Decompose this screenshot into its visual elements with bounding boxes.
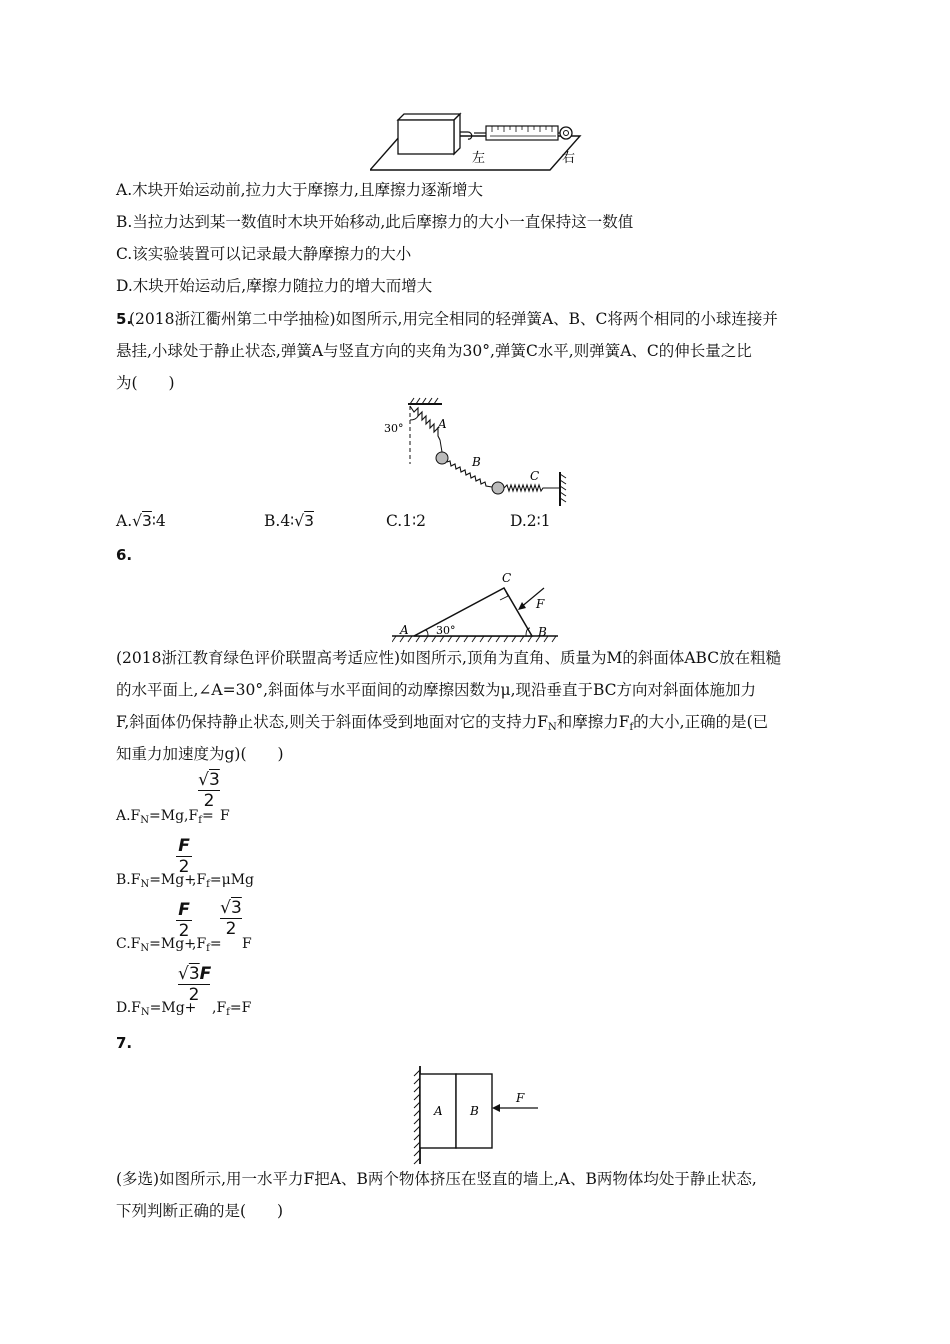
q5-option-b: B.4∶√3 — [264, 512, 314, 530]
q6-option-c: $C.F_N=Mg+$ — [116, 936, 196, 954]
fig5-b-label: B — [472, 455, 481, 469]
fig7-b-label: B — [470, 1104, 479, 1118]
q5-stem-line-3: 为( ) — [116, 374, 175, 392]
q5-number: 5. — [116, 310, 133, 328]
q6-option-a-fraction: $\frac{√3}{2}$ — [198, 770, 220, 811]
q6-option-d-tail: $,F_f=F$ — [212, 1000, 252, 1018]
q4-option-c: C.该实验装置可以记录最大静摩擦力的大小 — [116, 245, 412, 263]
fig1-left-label: 左 — [472, 151, 486, 166]
q6-option-d: $D.F_N=Mg+$ — [116, 1000, 197, 1018]
q4-option-d: D.木块开始运动后,摩擦力随拉力的增大而增大 — [116, 277, 433, 295]
q4-option-b: B.当拉力达到某一数值时木块开始移动,此后摩擦力的大小一直保持这一数值 — [116, 213, 634, 231]
fig7-a-label: A — [434, 1104, 443, 1118]
q6-stem-line-3: F,斜面体仍保持静止状态,则关于斜面体受到地面对它的支持力$F_N$和摩擦力$F_f$的大小,正确的是(已 — [116, 713, 769, 733]
q7-stem-line-2: 下列判断正确的是( ) — [116, 1202, 284, 1220]
q6-option-b-tail: $,F_f=\mu Mg$ — [192, 872, 255, 890]
fig6-c-label: C — [502, 571, 512, 585]
q6-option-a: $A.F_N=Mg,F_f=$ — [116, 808, 214, 826]
incline-figure — [392, 568, 562, 644]
q6-option-c-tail: F — [242, 936, 252, 952]
fig6-f-label: F — [536, 597, 545, 611]
q5-option-d: D.2∶1 — [510, 512, 551, 530]
fig1-right-label: 右 — [562, 151, 576, 166]
q6-number: 6. — [116, 546, 133, 564]
q6-option-a-tail: F — [220, 808, 230, 824]
q6-option-b-fraction: $\frac{F}{2}$ — [176, 836, 192, 877]
fig6-a-label: A — [400, 623, 409, 637]
fig6-angle-label: 30° — [436, 624, 456, 637]
q7-stem-line-1: (多选)如图所示,用一水平力F把A、B两个物体挤压在竖直的墙上,A、B两物体均处于静止状态, — [116, 1170, 757, 1188]
springs-figure — [380, 394, 580, 510]
q6-option-c-mid: $,F_f=$ — [192, 936, 222, 954]
q5-stem-line-1: (2018浙江衢州第二中学抽检)如图所示,用完全相同的轻弹簧A、B、C将两个相同的小球连接并 — [129, 310, 778, 328]
q6-option-b: $B.F_N=Mg+$ — [116, 872, 196, 890]
q6-stem-line-1: (2018浙江教育绿色评价联盟高考适应性)如图所示,顶角为直角、质量为M的斜面体ABC放在粗糙 — [116, 649, 782, 667]
q6-stem-line-2: 的水平面上,∠A=30°,斜面体与水平面间的动摩擦因数为μ,现沿垂直于BC方向对斜面体施加力 — [116, 681, 757, 699]
q5-option-c: C.1∶2 — [386, 512, 426, 530]
q6-option-c-fraction-1: $\frac{F}{2}$ — [176, 900, 192, 941]
q6-option-c-fraction-2: $\frac{√3}{2}$ — [220, 898, 242, 939]
q6-option-d-fraction: $\frac{√3F}{2}$ — [178, 964, 212, 1005]
fig7-f-label: F — [516, 1091, 525, 1105]
q6-stem-line-4: 知重力加速度为g)( ) — [116, 745, 284, 763]
q7-number: 7. — [116, 1034, 133, 1052]
wall-blocks-figure — [400, 1064, 550, 1166]
fig5-c-label: C — [530, 469, 540, 483]
q5-stem-line-2: 悬挂,小球处于静止状态,弹簧A与竖直方向的夹角为30°,弹簧C水平,则弹簧A、C的伸长量之比 — [116, 342, 752, 360]
spring-scale-figure — [370, 108, 590, 174]
fig5-a-label: A — [438, 417, 447, 431]
q4-option-a: A.木块开始运动前,拉力大于摩擦力,且摩擦力逐渐增大 — [116, 181, 483, 199]
fig6-b-label: B — [538, 625, 547, 639]
fig5-angle-label: 30° — [384, 422, 404, 435]
q5-option-a: A.√3∶4 — [116, 512, 166, 530]
